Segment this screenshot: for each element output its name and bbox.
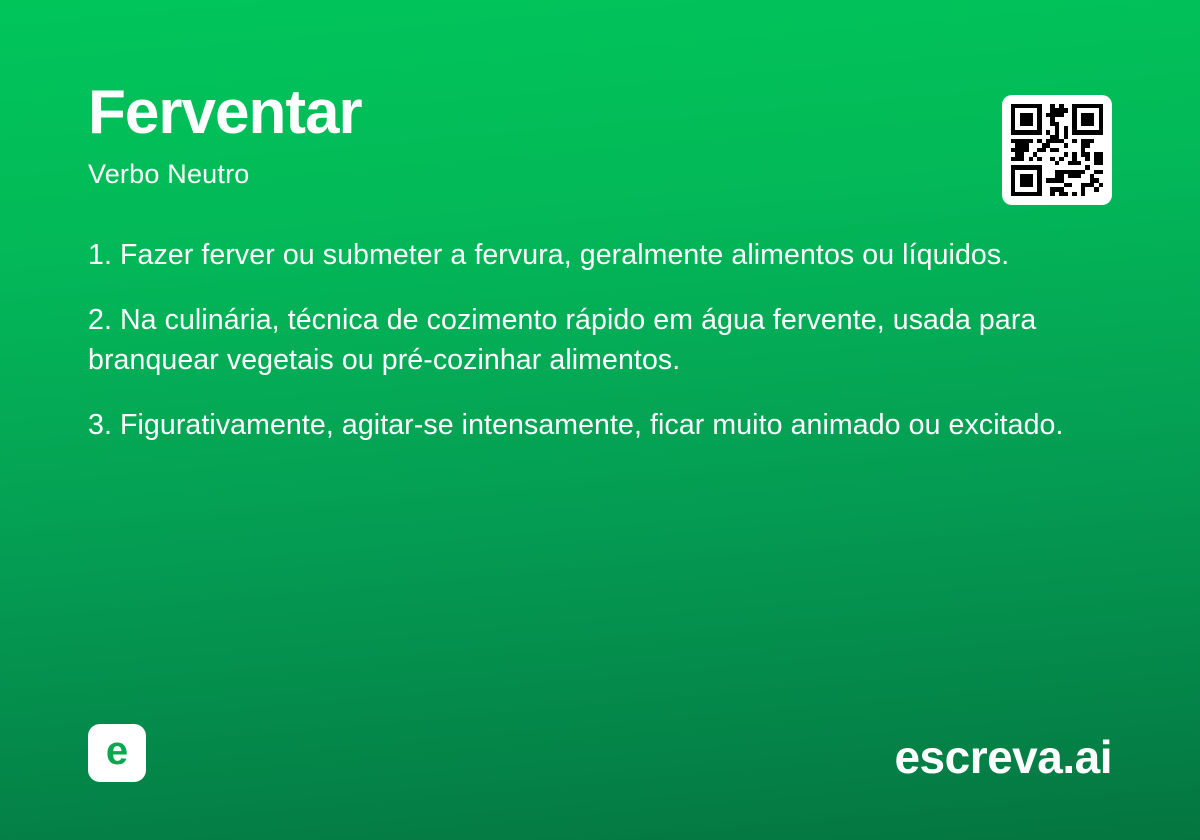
word-class-label: Verbo Neutro [88, 159, 250, 190]
qr-code-icon[interactable] [1002, 95, 1112, 205]
logo-letter: e [105, 729, 129, 773]
list-item: 2. Na culinária, técnica de cozimento rápido em água fervente, usada para branquear vegetais ou pré-cozinhar alimentos. [88, 304, 1037, 376]
list-item: 3. Figurativamente, agitar-se intensamente, ficar muito animado ou excitado. [88, 409, 1064, 442]
qr-code-pattern [1011, 104, 1103, 196]
list-item: 1. Fazer ferver ou submeter a fervura, geralmente alimentos ou líquidos. [88, 239, 1010, 272]
definition-list [88, 236, 1098, 445]
card-content [88, 80, 1112, 471]
logo [88, 724, 146, 782]
page-title: Ferventar [88, 78, 362, 147]
brand-name: escreva.ai [894, 731, 1112, 783]
